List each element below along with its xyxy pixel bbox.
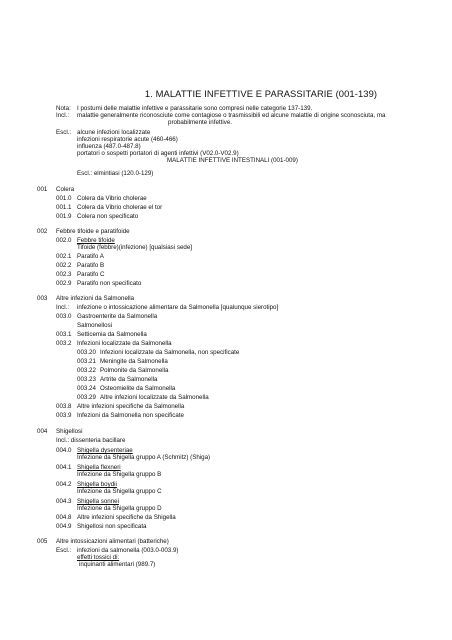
item-label: Paratifo B: [77, 262, 105, 269]
category-title: Colera: [56, 186, 75, 193]
item-label: Setticemia da Salmonella: [77, 331, 147, 338]
incl-text-1: malattie generalmente riconosciute come contagiose o trasmissibili ed alcune malattie di origine sconosciuta, ma: [77, 112, 386, 119]
subitem-label: Osteomielite da Salmonella: [100, 385, 176, 392]
item-sub: Infezione da Shigella gruppo A (Schmitz) (Shiga): [77, 454, 211, 461]
item-code: 004.8: [56, 514, 72, 521]
item-code: 002.0: [56, 237, 72, 244]
item-code: 002.3: [56, 271, 72, 278]
item-label: Infezioni localizzate da Salmonella: [77, 340, 172, 347]
category-title: Altre infezioni da Salmonella: [56, 295, 135, 302]
subitem-code: 003.29: [77, 394, 96, 401]
subitem-code: 003.21: [77, 358, 96, 365]
escl-text: inquinanti alimentari (989.7): [79, 561, 156, 568]
escl-text: effetti tossici di:: [77, 554, 120, 561]
subitem-label: Artrite da Salmonella: [100, 376, 158, 383]
item-label: Shigella sonnei: [77, 498, 119, 505]
escl-item: influenza (487.0-487.8): [77, 143, 141, 150]
item-label: Gastroenterite da Salmonella: [77, 313, 158, 320]
subitem-label: Polmonite da Salmonella: [100, 367, 169, 374]
item-code: 003.2: [56, 340, 72, 347]
item-label: Colera da Vibrio cholerae el tor: [77, 204, 163, 211]
item-label: Shigella dysenteriae: [77, 447, 133, 454]
item-code: 004.0: [56, 447, 72, 454]
item-label: Altre infezioni specifiche da Shigella: [77, 514, 176, 521]
category-title: Shigellosi: [56, 428, 83, 435]
item-sub: Infezione da Shigella gruppo B: [77, 471, 162, 478]
item-sub: Tifoide (febbre)(infezione) [qualsiasi sede]: [77, 244, 192, 251]
incl-text: infezione o intossicazione alimentare da Salmonella [qualunque sierotipo]: [77, 304, 279, 311]
item-code: 002.2: [56, 262, 72, 269]
item-code: 004.1: [56, 464, 72, 471]
incl-text-2: probabilmente infettive.: [168, 119, 232, 126]
category-code: 004: [37, 428, 48, 435]
category-title: Febbre tifoide e paratifoide: [56, 228, 130, 235]
item-code: 004.2: [56, 481, 72, 488]
chapter-heading: 1. MALATTIE INFETTIVE E PARASSITARIE (001-139): [144, 88, 378, 99]
subitem-label: Meningite da Salmonella: [100, 358, 168, 365]
item-label: Shigellosi non specificata: [77, 523, 147, 530]
category-code: 005: [37, 538, 48, 545]
escl-text: infezioni da salmonella (003.0-003.9): [77, 547, 179, 554]
nota-text: I postumi delle malattie infettive e parassitarie sono compresi nelle categorie 137-139.: [77, 105, 313, 112]
category-code: 001: [37, 186, 48, 193]
item-sub: Infezione da Shigella gruppo D: [77, 505, 162, 512]
item-label: Colera da Vibrio cholerae: [77, 195, 147, 202]
subitem-code: 003.22: [77, 367, 96, 374]
category-code: 002: [37, 228, 48, 235]
item-code: 004.9: [56, 523, 72, 530]
subitem-code: 003.24: [77, 385, 96, 392]
subitem-code: 003.20: [77, 349, 96, 356]
subitem-label: Altre infezioni localizzate da Salmonella: [100, 394, 209, 401]
escl-item: portatori o sospetti portatori di agenti infettivi (V02.0-V02.9): [77, 150, 239, 157]
item-label: Paratifo non specificato: [77, 280, 142, 287]
incl-label: Incl.:: [56, 304, 70, 311]
escl-item: infezioni respiratorie acute (460-466): [77, 136, 178, 143]
incl-label: Incl.:: [56, 112, 70, 119]
item-code: 003.0: [56, 313, 72, 320]
subitem-code: 003.23: [77, 376, 96, 383]
subitem-label: Infezioni localizzate da Salmonella, non specificate: [100, 349, 240, 356]
item-code: 002.1: [56, 253, 72, 260]
item-code: 001.1: [56, 204, 72, 211]
item-label: Febbre tifoide: [77, 237, 115, 244]
item-code: 001.0: [56, 195, 72, 202]
item-code: 001.9: [56, 213, 72, 220]
item-label: Shigella flexneri: [77, 464, 121, 471]
category-code: 003: [37, 295, 48, 302]
incl-text: Incl.: dissenteria bacillare: [56, 437, 126, 444]
item-label: Altre infezioni specifiche da Salmonella: [77, 403, 185, 410]
nota-label: Nota:: [56, 105, 71, 112]
item-label: Paratifo C: [77, 271, 105, 278]
item-code: 003.1: [56, 331, 72, 338]
item-label: Colera non specificato: [77, 213, 139, 220]
item-sub: Infezione da Shigella gruppo C: [77, 488, 162, 495]
item-code: 003.8: [56, 403, 72, 410]
category-title: Altre intossicazioni alimentari (batteriche): [56, 538, 169, 545]
item-code: 003.9: [56, 412, 72, 419]
item-code: 004.3: [56, 498, 72, 505]
item-label: Paratifo A: [77, 253, 104, 260]
item-label: Infezioni da Salmonella non specificate: [77, 412, 184, 419]
escl-label: Escl.:: [56, 129, 72, 136]
section-escl: Escl.: elmintiasi (120.0-129): [77, 170, 154, 177]
section-title: MALATTIE INFETTIVE INTESTINALI (001-009): [167, 157, 298, 164]
item-code: 002.9: [56, 280, 72, 287]
item-label: Shigella boydii: [77, 481, 117, 488]
item-sub: Salmonellosi: [77, 322, 113, 329]
escl-item: alcune infezioni localizzate: [77, 129, 151, 136]
escl-label: Escl.:: [56, 547, 72, 554]
